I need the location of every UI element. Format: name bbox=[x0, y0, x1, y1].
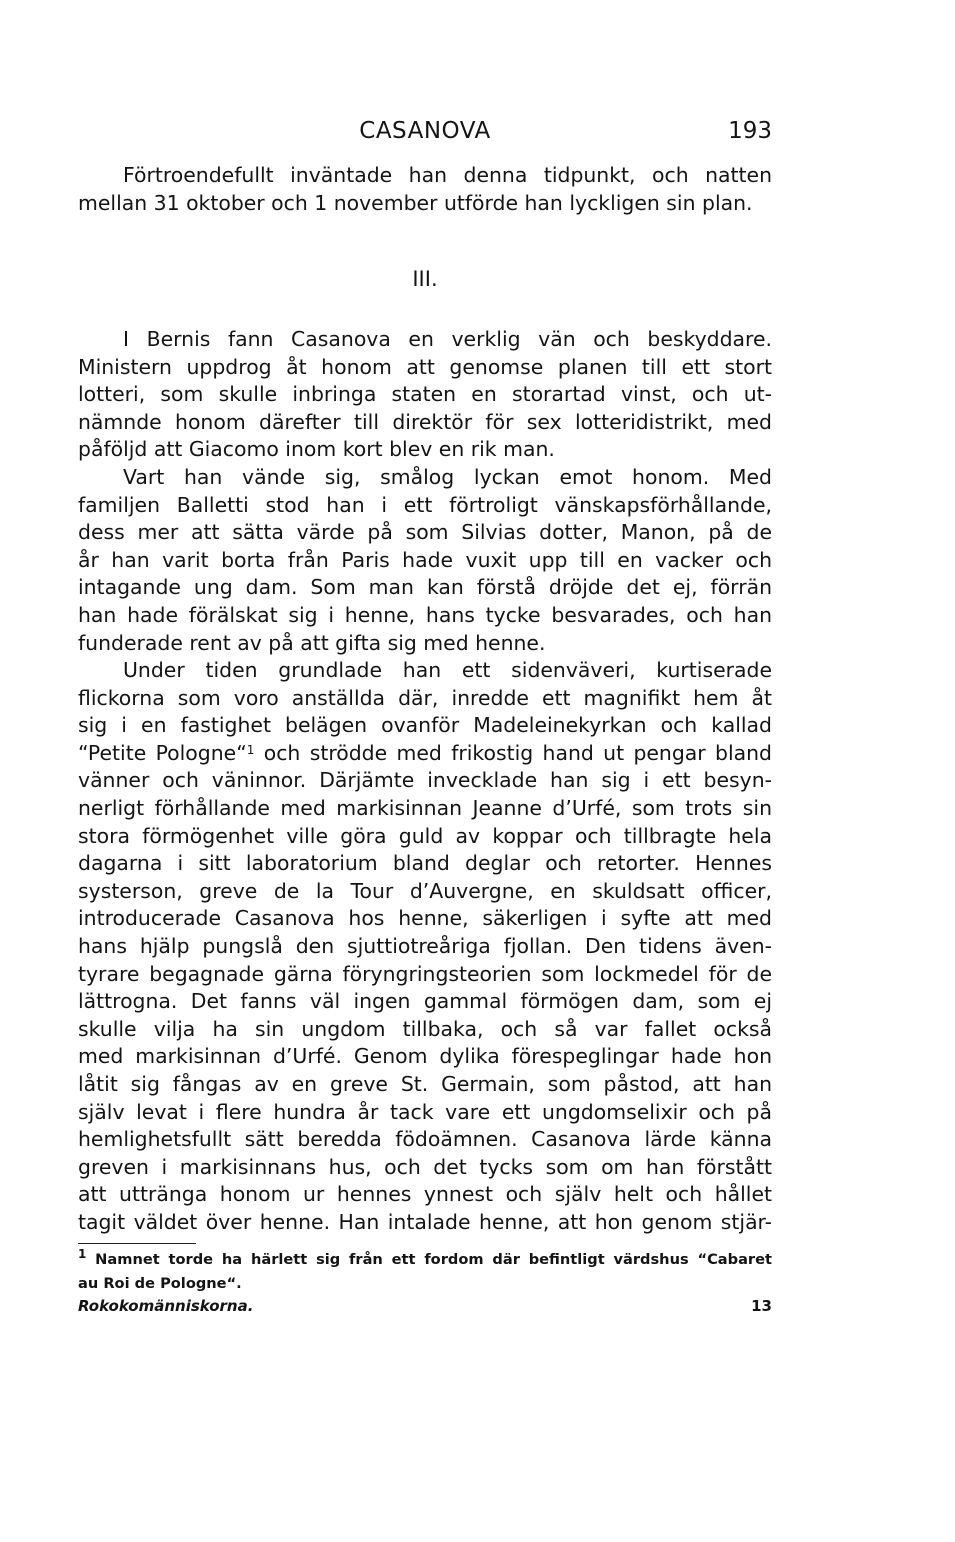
text-line: själv levat i flere hundra år tack vare ett ungdomselixir och på bbox=[78, 1099, 772, 1124]
text-line: funderade rent av på att gifta sig med henne. bbox=[78, 630, 546, 655]
text-line: år han varit borta från Paris hade vuxit upp till en vacker och bbox=[78, 547, 772, 572]
text-line: introducerade Casanova hos henne, säkerligen i syfte att med bbox=[78, 906, 772, 931]
text-line: intagande ung dam. Som man kan förstå dröjde det ej, förrän bbox=[78, 575, 772, 600]
text-line: att uttränga honom ur hennes ynnest och själv helt och hållet bbox=[78, 1182, 772, 1207]
page-header bbox=[78, 118, 772, 152]
paragraph-1 bbox=[78, 162, 772, 217]
footnote-marker: 1 bbox=[78, 1247, 87, 1261]
text-line: lotteri, som skulle inbringa staten en storartad vinst, och ut- bbox=[78, 382, 772, 407]
footnote-text: Namnet torde ha härlett sig från ett fordom där befintligt värdshus “Cabaret bbox=[86, 1251, 772, 1268]
text-line: tyrare begagnade gärna föryngringsteorien som lockmedel för de bbox=[78, 961, 772, 986]
text-line: hans hjälp pungslå den sjuttiotreåriga fjollan. Den tidens även- bbox=[78, 933, 772, 958]
text-line: systerson, greve de la Tour d’Auvergne, en skuldsatt officer, bbox=[78, 878, 772, 903]
text-line: I Bernis fann Casanova en verklig vän och beskyddare. bbox=[123, 327, 772, 351]
text-line-with-footnote-ref bbox=[78, 740, 772, 768]
text-line: dess mer att sätta värde på som Silvias dotter, Manon, på de bbox=[78, 520, 772, 545]
text-line: Vart han vände sig, smålog lyckan emot honom. Med bbox=[123, 465, 772, 489]
paragraph-3 bbox=[78, 464, 772, 657]
text-line: vänner och väninnor. Därjämte invecklade han sig i ett besyn- bbox=[78, 768, 772, 793]
text-line: tagit väldet över henne. Han intalade henne, att hon genom stjär- bbox=[78, 1209, 772, 1234]
text-line: med markisinnan d’Urfé. Genom dylika förespeglingar hade hon bbox=[78, 1044, 772, 1069]
footnote-reference: 1 bbox=[246, 742, 255, 757]
text-line: han hade förälskat sig i henne, hans tycke besvarades, och han bbox=[78, 602, 772, 627]
footnote-line-2: au Roi de Pologne“. bbox=[78, 1275, 242, 1292]
text-line: greven i markisinnans hus, och det tycks som om han förstått bbox=[78, 1154, 772, 1179]
text-line: familjen Balletti stod han i ett förtroligt vänskapsförhållande, bbox=[78, 492, 772, 517]
text-line: mellan 31 oktober och 1 november utförde han lyckligen sin plan. bbox=[78, 190, 753, 215]
paragraph-4 bbox=[78, 657, 772, 1236]
text-line: Förtroendefullt inväntade han denna tidpunkt, och natten bbox=[123, 163, 772, 187]
running-title: CASANOVA bbox=[359, 118, 491, 144]
text-line: lättrogna. Det fanns väl ingen gammal förmögen dam, som ej bbox=[78, 989, 772, 1014]
petite-pologne-text: “Petite Pologne“ bbox=[78, 740, 247, 765]
text-line: stora förmögenhet ville göra guld av koppar och tillbragte hela bbox=[78, 823, 772, 848]
page-number: 193 bbox=[728, 118, 772, 144]
text-line-remainder: och strödde med frikostig hand ut pengar bland bbox=[254, 740, 772, 765]
footnote-divider bbox=[78, 1243, 196, 1244]
signature-number: 13 bbox=[751, 1297, 772, 1315]
text-line: Ministern uppdrog åt honom att genomse planen till ett stort bbox=[78, 354, 772, 379]
footnote bbox=[78, 1248, 772, 1296]
text-line: nämnde honom därefter till direktör för sex lotteridistrikt, med bbox=[78, 409, 772, 434]
text-line: hemlighetsfullt sätt beredda födoämnen. Casanova lärde känna bbox=[78, 1127, 772, 1152]
text-line: dagarna i sitt laboratorium bland deglar och retorter. Hennes bbox=[78, 851, 772, 876]
paragraph-2 bbox=[78, 326, 772, 464]
text-line: skulle vilja ha sin ungdom tillbaka, och så var fallet också bbox=[78, 1016, 772, 1041]
footnote-line-1 bbox=[78, 1248, 772, 1272]
text-line: påföljd att Giacomo inom kort blev en rik man. bbox=[78, 437, 555, 462]
text-line: låtit sig fångas av en greve St. Germain, som påstod, att han bbox=[78, 1071, 772, 1096]
signature-title: Rokokomänniskorna. bbox=[78, 1297, 254, 1315]
text-line: flickorna som voro anställda där, inredde ett magnifikt hem åt bbox=[78, 685, 772, 710]
section-number: III. bbox=[412, 267, 438, 291]
text-line: nerligt förhållande med markisinnan Jeanne d’Urfé, som trots sin bbox=[78, 795, 772, 820]
text-line: sig i en fastighet belägen ovanför Madeleinekyrkan och kallad bbox=[78, 713, 772, 738]
text-line: Under tiden grundlade han ett sidenväveri, kurtiserade bbox=[123, 658, 772, 682]
page-footer bbox=[78, 1297, 772, 1323]
